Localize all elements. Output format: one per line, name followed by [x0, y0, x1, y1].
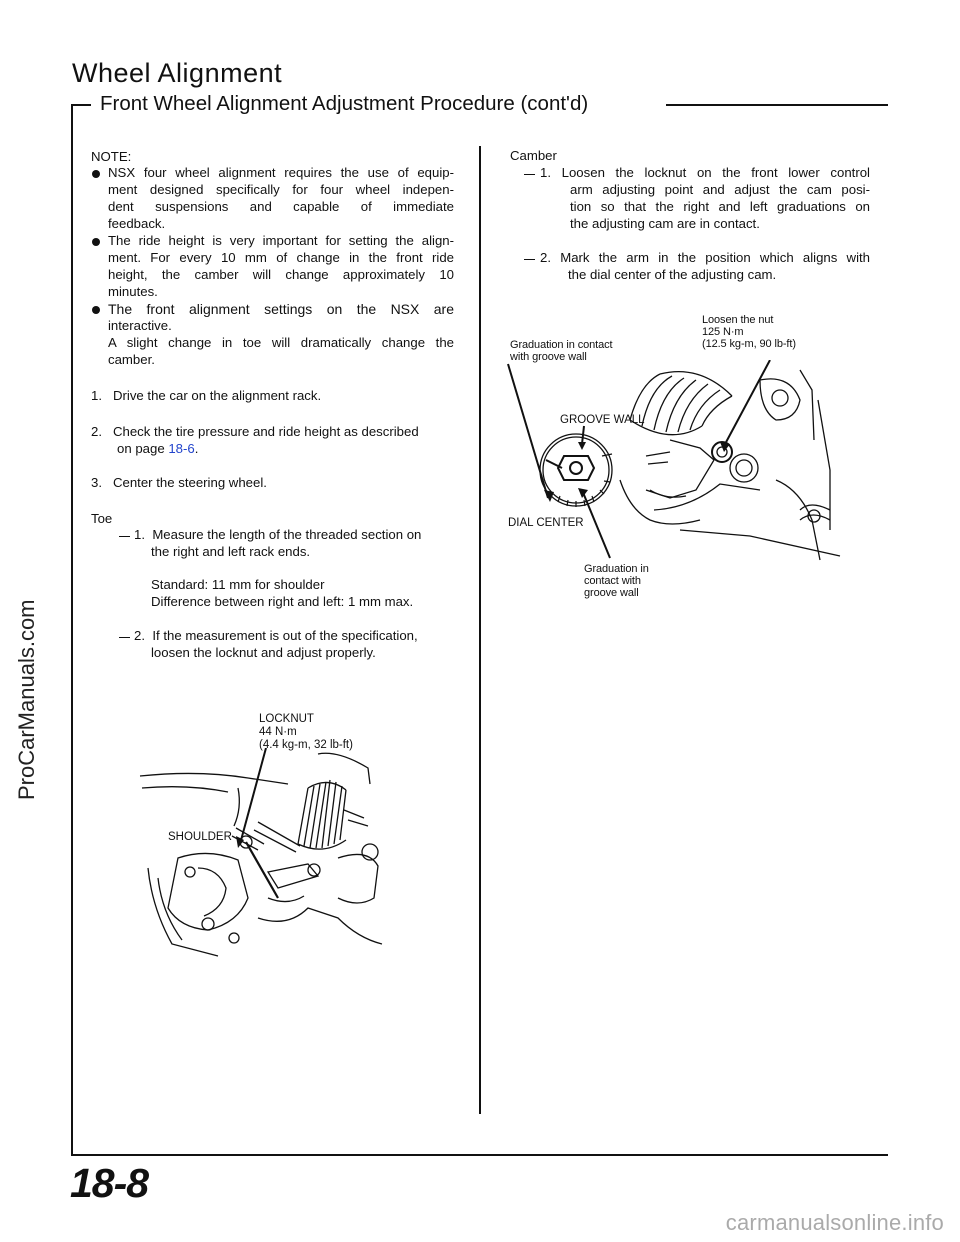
step-2-text: on page — [117, 441, 165, 456]
steering-rack-end-illustration — [138, 748, 388, 960]
note-1-line-2: ment designed specifically for four wheel indepen- — [108, 182, 454, 197]
toe-2-line-2: loosen the locknut and adjust properly. — [151, 645, 376, 660]
section-subtitle: Front Wheel Alignment Adjustment Procedure (cont'd) — [100, 92, 589, 115]
loosen-nut-torque-kgm: (12.5 kg-m, 90 lb-ft) — [702, 338, 796, 350]
loosen-nut-label: Loosen the nut — [702, 314, 774, 326]
step-2-line-2 — [117, 441, 198, 457]
bullet-icon — [92, 170, 100, 178]
frame-bottom-rule — [71, 1154, 888, 1156]
standard-line-1: Standard: 11 mm for shoulder — [151, 577, 325, 592]
toe-1-line-2: the right and left rack ends. — [151, 544, 311, 559]
camber-1-line-1: 1. Loosen the locknut on the front lower control — [540, 165, 870, 180]
dial-center-label: DIAL CENTER — [508, 517, 584, 529]
graduation-bottom-line-1: Graduation in — [584, 563, 649, 575]
note-label: NOTE: — [91, 149, 132, 164]
loosen-nut-torque-nm: 125 N·m — [702, 326, 744, 338]
standard-line-2: Difference between right and left: 1 mm max. — [151, 594, 414, 609]
note-1-line-1: NSX four wheel alignment requires the use of equip- — [108, 165, 454, 180]
graduation-bottom-line-3: groove wall — [584, 587, 639, 599]
note-2-line-4: minutes. — [108, 284, 158, 299]
step-1: 1. Drive the car on the alignment rack. — [91, 388, 322, 403]
toe-label: Toe — [91, 511, 113, 526]
frame-top-left-rule — [71, 104, 91, 106]
locknut-torque-kgm: (4.4 kg-m, 32 lb-ft) — [259, 739, 353, 751]
locknut-label: LOCKNUT — [259, 713, 314, 725]
page-link-18-6[interactable]: 18-6 — [168, 441, 195, 456]
groove-wall-label: GROOVE WALL — [560, 414, 645, 426]
column-divider — [479, 146, 481, 1114]
shoulder-label: SHOULDER — [168, 831, 232, 843]
note-1-line-3: dent suspensions and capable of immediate — [108, 199, 454, 214]
page-number: 18-8 — [70, 1160, 149, 1206]
graduation-top-line-2: with groove wall — [510, 351, 587, 363]
camber-1-line-3: tion so that the right and left graduations on — [570, 199, 870, 214]
camber-1-line-4: the adjusting cam are in contact. — [570, 216, 760, 231]
note-2-line-3: height, the camber will change approximately 10 — [108, 267, 454, 282]
camber-1-dash — [524, 174, 535, 175]
camber-1-line-2: arm adjusting point and adjust the cam posi- — [570, 182, 870, 197]
note-3-line-3: A slight change in toe will dramatically change the — [108, 335, 454, 350]
adjusting-cam-illustration — [500, 360, 850, 570]
note-3-line-1: The front alignment settings on the NSX are — [108, 301, 454, 317]
bullet-icon — [92, 238, 100, 246]
bottom-watermark: carmanualsonline.info — [725, 1210, 944, 1235]
frame-left-rule — [71, 104, 73, 1156]
toe-1-line-1: 1. Measure the length of the threaded section on — [134, 527, 422, 542]
camber-2-dash — [524, 259, 535, 260]
step-2-line-1: 2. Check the tire pressure and ride height as described — [91, 424, 419, 439]
side-watermark: ProCarManuals.com — [14, 599, 39, 800]
camber-2-line-2: the dial center of the adjusting cam. — [568, 267, 777, 282]
locknut-torque-nm: 44 N·m — [259, 726, 297, 738]
note-1-line-4: feedback. — [108, 216, 166, 231]
note-3-line-2: interactive. — [108, 318, 172, 333]
graduation-bottom-line-2: contact with — [584, 575, 641, 587]
toe-2-line-1: 2. If the measurement is out of the specification, — [134, 628, 418, 643]
note-3-line-4: camber. — [108, 352, 155, 367]
toe-1-dash — [119, 536, 130, 537]
note-2-line-1: The ride height is very important for setting the align- — [108, 233, 454, 248]
step-3: 3. Center the steering wheel. — [91, 475, 267, 490]
camber-label: Camber — [510, 148, 557, 163]
camber-2-line-1: 2. Mark the arm in the position which aligns with — [540, 250, 870, 265]
note-2-line-2: ment. For every 10 mm of change in the front ride — [108, 250, 454, 265]
toe-2-dash — [119, 637, 130, 638]
frame-top-right-rule — [666, 104, 888, 106]
bullet-icon — [92, 306, 100, 314]
page-title: Wheel Alignment — [72, 58, 283, 88]
graduation-top-line-1: Graduation in contact — [510, 339, 613, 351]
step-2-period: . — [194, 441, 199, 456]
